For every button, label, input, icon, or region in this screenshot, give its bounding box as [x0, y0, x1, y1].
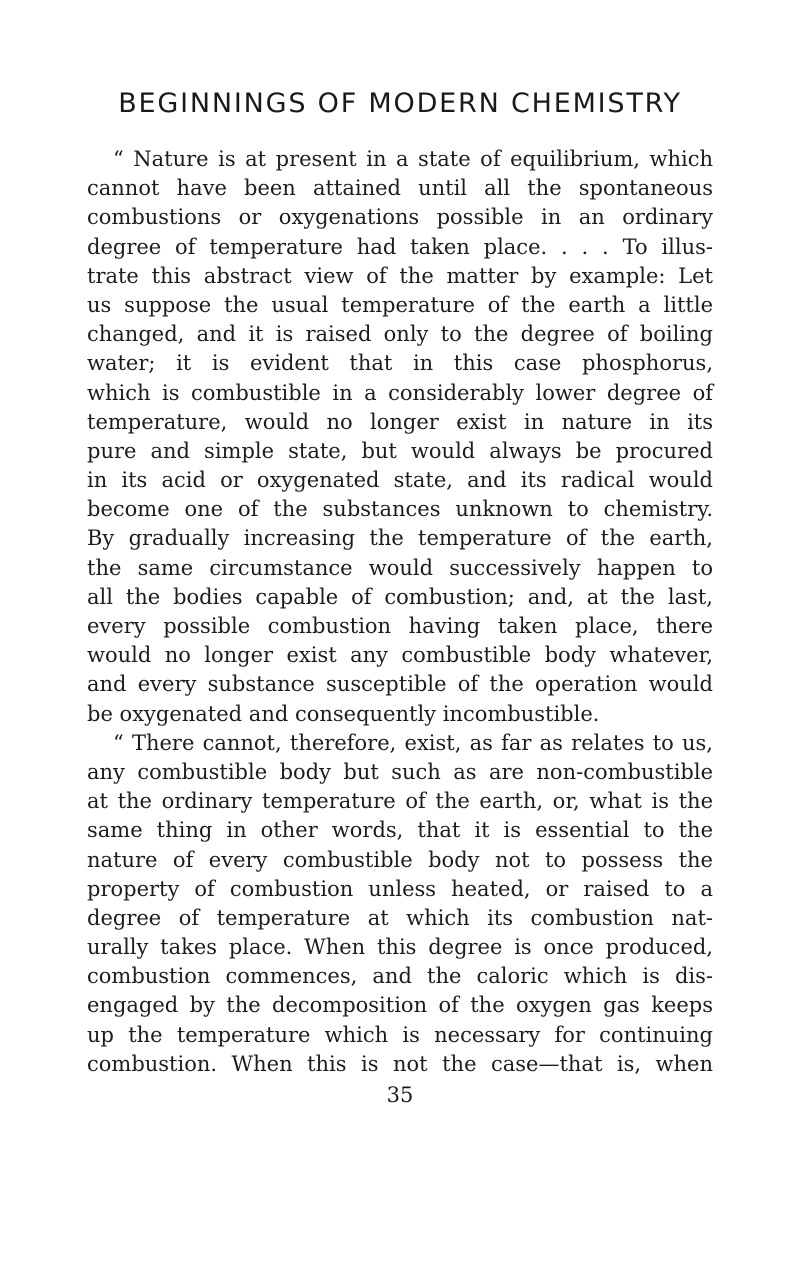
text-line: temperature, would no longer exist in nature in its	[87, 409, 713, 434]
text-line: combustion commences, and the caloric which is dis-	[87, 964, 713, 989]
text-line: at the ordinary temperature of the earth, or, what is the	[87, 789, 713, 814]
text-line: water; it is evident that in this case phosphorus,	[87, 351, 713, 376]
paragraph-2	[87, 729, 713, 1079]
text-line: trate this abstract view of the matter by example: Let	[87, 263, 713, 288]
running-head: BEGINNINGS OF MODERN CHEMISTRY	[118, 88, 682, 119]
text-line: “ There cannot, therefore, exist, as far as relates to us,	[113, 730, 713, 755]
text-line: changed, and it is raised only to the degree of boiling	[87, 322, 713, 347]
page-number: 35	[386, 1083, 414, 1107]
text-line: degree of temperature had taken place. . . . To illus-	[87, 234, 713, 259]
body-text	[87, 145, 713, 1079]
text-line: the same circumstance would successively happen to	[87, 555, 713, 580]
text-line: same thing in other words, that it is essential to the	[87, 818, 713, 843]
text-line: all the bodies capable of combustion; and, at the last,	[87, 584, 713, 609]
text-line: urally takes place. When this degree is once produced,	[87, 935, 713, 960]
text-line: every possible combustion having taken place, there	[87, 614, 713, 638]
text-line: us suppose the usual temperature of the earth a little	[87, 292, 713, 317]
text-line: By gradually increasing the temperature of the earth,	[87, 526, 713, 551]
paragraph-1	[87, 145, 713, 729]
text-line: become one of the substances unknown to chemistry.	[87, 497, 713, 522]
text-line: cannot have been attained until all the spontaneous	[87, 176, 713, 201]
text-line: up the temperature which is necessary for continuing	[87, 1022, 713, 1047]
text-line: which is combustible in a considerably lower degree of	[87, 380, 713, 405]
text-line: “ Nature is at present in a state of equilibrium, which	[113, 147, 713, 171]
text-line: property of combustion unless heated, or raised to a	[87, 876, 713, 901]
text-line: any combustible body but such as are non-combustible	[87, 759, 713, 784]
text-line: degree of temperature at which its combustion nat-	[87, 905, 713, 930]
text-line: engaged by the decomposition of the oxygen gas keeps	[87, 993, 713, 1018]
text-line: would no longer exist any combustible body whatever,	[87, 643, 713, 668]
text-line: nature of every combustible body not to possess the	[87, 847, 713, 872]
text-line: combustion. When this is not the case—that is, when	[87, 1051, 713, 1076]
text-line: combustions or oxygenations possible in an ordinary	[87, 205, 713, 230]
text-line: and every substance susceptible of the operation would	[87, 672, 713, 697]
text-line: be oxygenated and consequently incombustible.	[87, 701, 600, 726]
text-line: in its acid or oxygenated state, and its radical would	[87, 468, 713, 493]
text-line: pure and simple state, but would always be procured	[87, 438, 713, 463]
